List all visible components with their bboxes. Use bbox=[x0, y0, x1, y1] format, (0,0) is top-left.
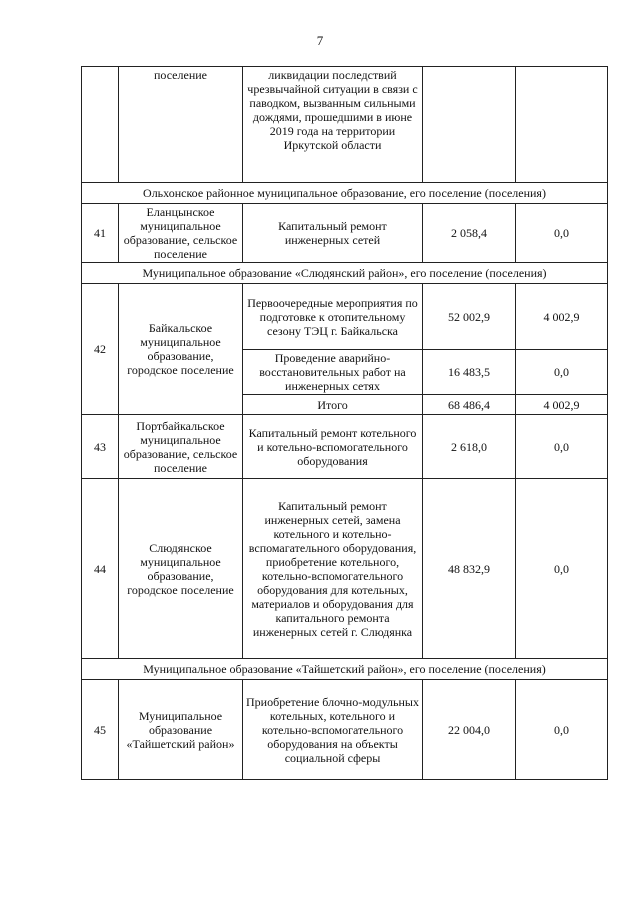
amount-cell: 2 618,0 bbox=[423, 415, 516, 479]
amount-cell: 16 483,5 bbox=[423, 350, 516, 395]
extra-amount-cell: 0,0 bbox=[516, 350, 608, 395]
page-number: 7 bbox=[316, 33, 324, 48]
table-row bbox=[82, 204, 608, 263]
extra-amount-cell: 0,0 bbox=[516, 415, 608, 479]
event-cell: Первоочередные мероприятия по подготовке к отопительному сезону ТЭЦ г. Байкальска bbox=[243, 284, 423, 350]
extra-amount-cell: 0,0 bbox=[516, 680, 608, 780]
section-header-row bbox=[82, 263, 608, 284]
event-cell: Капитальный ремонт инженерных сетей, замена котельного и котельно-вспомагательного оборудования, приобретение котельного, котельно-вспомогательного оборудования для котельных, материалов и оборудования для капитального ремонта инженерных сетей г. Слюдянка bbox=[243, 479, 423, 659]
extra-amount-cell: 0,0 bbox=[516, 479, 608, 659]
row-number-cell: 42 bbox=[82, 284, 119, 415]
municipality-cell: Еланцынское муниципальное образование, сельское поселение bbox=[119, 204, 243, 263]
section-title: Муниципальное образование «Слюдянский район», его поселение (поселения) bbox=[82, 263, 608, 284]
section-title: Ольхонское районное муниципальное образование, его поселение (поселения) bbox=[82, 183, 608, 204]
municipality-cell: поселение bbox=[119, 67, 243, 183]
row-number-cell: 41 bbox=[82, 204, 119, 263]
municipality-cell: Портбайкальское муниципальное образование, сельское поселение bbox=[119, 415, 243, 479]
amount-cell: 2 058,4 bbox=[423, 204, 516, 263]
total-extra-amount-cell: 4 002,9 bbox=[516, 395, 608, 415]
event-cell: Проведение аварийно-восстановительных работ на инженерных сетях bbox=[243, 350, 423, 395]
row-number-cell: 44 bbox=[82, 479, 119, 659]
section-title: Муниципальное образование «Тайшетский район», его поселение (поселения) bbox=[82, 659, 608, 680]
event-cell: Капитальный ремонт котельного и котельно-вспомогательного оборудования bbox=[243, 415, 423, 479]
event-cell: Капитальный ремонт инженерных сетей bbox=[243, 204, 423, 263]
amount-cell: 52 002,9 bbox=[423, 284, 516, 350]
amount-cell: 22 004,0 bbox=[423, 680, 516, 780]
amount-cell bbox=[423, 67, 516, 183]
table-row bbox=[82, 284, 608, 350]
amount-cell: 48 832,9 bbox=[423, 479, 516, 659]
section-header-row bbox=[82, 659, 608, 680]
total-label: Итого bbox=[243, 395, 423, 415]
extra-amount-cell bbox=[516, 67, 608, 183]
event-cell: Приобретение блочно-модульных котельных, котельного и котельно-вспомогательного оборудования на объекты социальной сферы bbox=[243, 680, 423, 780]
extra-amount-cell: 0,0 bbox=[516, 204, 608, 263]
row-number-cell bbox=[82, 67, 119, 183]
section-header-row bbox=[82, 183, 608, 204]
row-number-cell: 43 bbox=[82, 415, 119, 479]
total-amount-cell: 68 486,4 bbox=[423, 395, 516, 415]
municipality-cell: Байкальское муниципальное образование, городское поселение bbox=[119, 284, 243, 415]
funding-table bbox=[81, 66, 608, 780]
municipality-cell: Слюдянское муниципальное образование, городское поселение bbox=[119, 479, 243, 659]
event-cell: ликвидации последствий чрезвычайной ситуации в связи с паводком, вызванным сильными дождями, прошедшими в июне 2019 года на территории Иркутской области bbox=[243, 67, 423, 183]
extra-amount-cell: 4 002,9 bbox=[516, 284, 608, 350]
table-row bbox=[82, 67, 608, 183]
municipality-cell: Муниципальное образование «Тайшетский район» bbox=[119, 680, 243, 780]
row-number-cell: 45 bbox=[82, 680, 119, 780]
table-row bbox=[82, 680, 608, 780]
table-row bbox=[82, 415, 608, 479]
table-row bbox=[82, 479, 608, 659]
